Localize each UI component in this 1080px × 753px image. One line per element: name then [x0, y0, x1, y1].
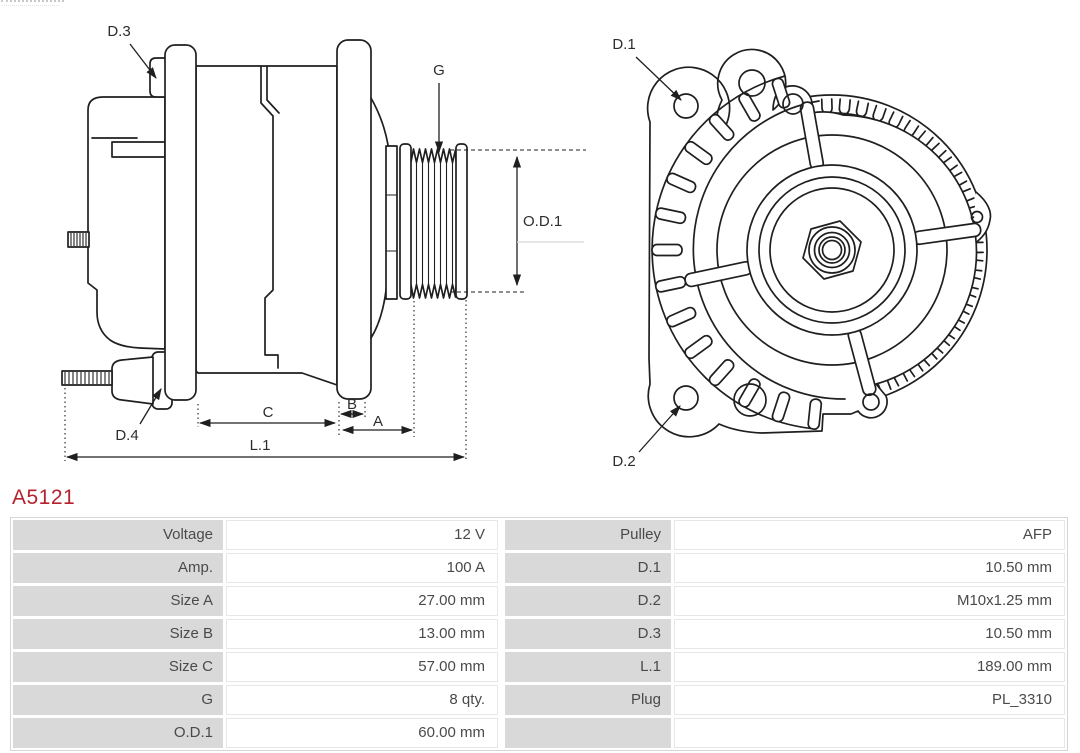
spec-value: M10x1.25 mm — [674, 586, 1065, 616]
label-od1: O.D.1 — [523, 213, 563, 230]
side-rear-housing — [88, 97, 165, 349]
spec-label: Size B — [13, 619, 223, 649]
dimension-c — [200, 404, 335, 423]
spec-value: 12 V — [226, 520, 498, 550]
spec-value: PL_3310 — [674, 685, 1065, 715]
label-d3: D.3 — [107, 23, 131, 40]
column-spacer — [501, 652, 502, 682]
side-nose-curve-bottom — [371, 281, 387, 338]
column-spacer — [501, 553, 502, 583]
spec-label: D.3 — [505, 619, 671, 649]
spec-label: L.1 — [505, 652, 671, 682]
spec-value: 57.00 mm — [226, 652, 498, 682]
spec-value: 27.00 mm — [226, 586, 498, 616]
label-b: B — [346, 396, 358, 413]
label-d1: D.1 — [612, 36, 636, 53]
spec-label: Voltage — [13, 520, 223, 550]
dimension-od1 — [450, 150, 586, 292]
spec-value: AFP — [674, 520, 1065, 550]
side-terminal-assembly — [62, 352, 172, 409]
spec-value: 60.00 mm — [226, 718, 498, 748]
spec-label: Amp. — [13, 553, 223, 583]
column-spacer — [501, 718, 502, 748]
side-pulley — [400, 144, 467, 299]
column-spacer — [501, 619, 502, 649]
spec-label — [505, 718, 671, 748]
spec-label: Size C — [13, 652, 223, 682]
part-number: A5121 — [12, 486, 76, 509]
side-stud-upper — [68, 232, 89, 247]
side-stator-body — [196, 66, 337, 385]
alternator-front-view — [612, 36, 990, 470]
spec-value: 189.00 mm — [674, 652, 1065, 682]
spec-value: 8 qty. — [226, 685, 498, 715]
spec-label: G — [13, 685, 223, 715]
spec-label: Size A — [13, 586, 223, 616]
dimension-a — [343, 413, 412, 430]
label-a: A — [372, 413, 384, 430]
side-rear-bracket — [337, 40, 371, 399]
spec-value: 10.50 mm — [674, 619, 1065, 649]
spec-label: D.1 — [505, 553, 671, 583]
column-spacer — [501, 520, 502, 550]
spec-label: Plug — [505, 685, 671, 715]
spec-label: Pulley — [505, 520, 671, 550]
spec-value: 13.00 mm — [226, 619, 498, 649]
spec-label: O.D.1 — [13, 718, 223, 748]
column-spacer — [501, 685, 502, 715]
side-shaft-washer — [386, 146, 397, 299]
side-front-bracket — [165, 45, 196, 400]
spec-table — [10, 517, 1068, 751]
label-l1: L.1 — [249, 437, 271, 454]
alternator-side-view — [62, 23, 586, 461]
label-g: G — [433, 62, 445, 79]
label-d2: D.2 — [612, 453, 636, 470]
spec-label: D.2 — [505, 586, 671, 616]
spec-value: 10.50 mm — [674, 553, 1065, 583]
side-d3-lug — [150, 58, 166, 97]
label-d4: D.4 — [115, 427, 139, 444]
spec-value — [674, 718, 1065, 748]
spec-value: 100 A — [226, 553, 498, 583]
label-c: C — [262, 404, 274, 421]
column-spacer — [501, 586, 502, 616]
